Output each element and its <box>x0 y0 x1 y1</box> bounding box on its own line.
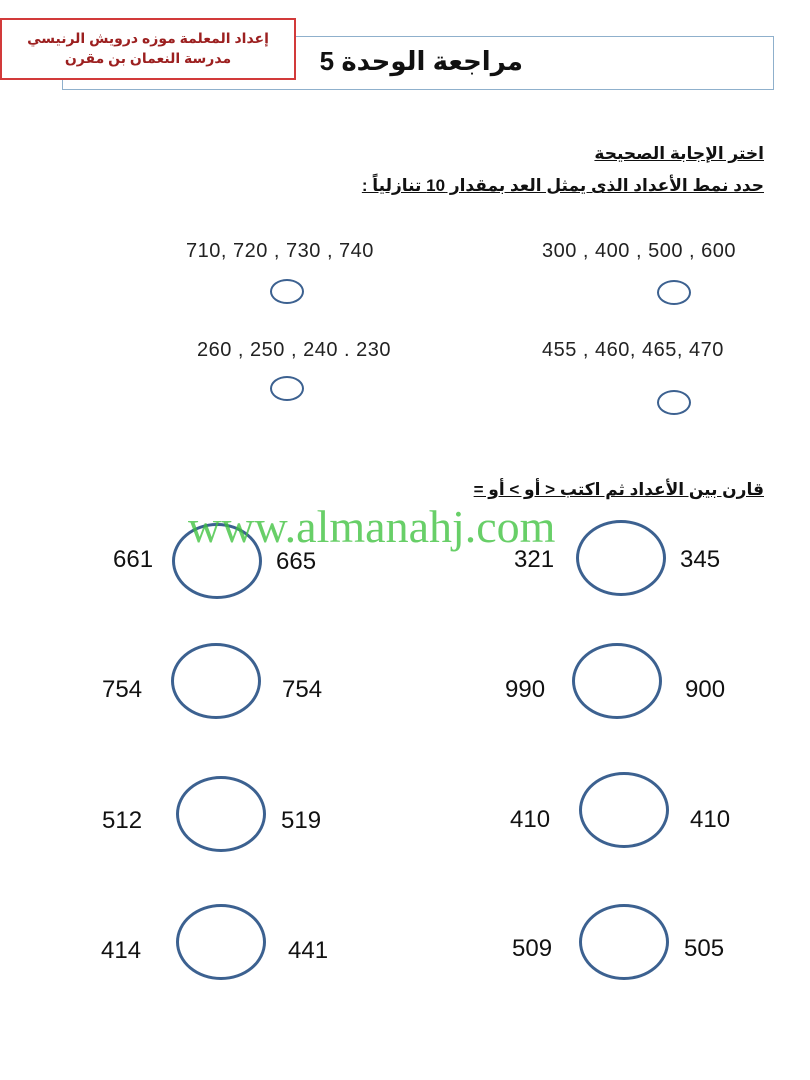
option-circle-3[interactable] <box>657 390 691 415</box>
compare-left-number: 661 <box>113 546 154 573</box>
school-name: مدرسة النعمان بن مقرن <box>64 50 232 66</box>
compare-answer-circle[interactable] <box>176 904 266 980</box>
compare-right-number: 665 <box>276 548 317 575</box>
watermark-text: www.almanahj.com <box>188 501 556 552</box>
option-sequence-4: 260 , 250 , 240 . 230 <box>197 339 391 361</box>
compare-left-number: 410 <box>510 806 551 833</box>
compare-answer-circle[interactable] <box>572 643 662 719</box>
option-circle-4[interactable] <box>270 376 304 401</box>
compare-right-number: 754 <box>282 676 323 703</box>
option-sequence-3: 455 , 460, 465, 470 <box>542 339 724 361</box>
compare-answer-circle[interactable] <box>171 643 261 719</box>
compare-right-number: 505 <box>684 935 725 962</box>
option-sequence-1: 300 , 400 , 500 , 600 <box>542 240 736 262</box>
option-circle-2[interactable] <box>270 279 304 304</box>
compare-right-number: 900 <box>685 676 726 703</box>
compare-left-number: 754 <box>102 676 143 703</box>
section2-heading: قارن بين الأعداد ثم اكتب < أو > أو = <box>473 480 764 499</box>
compare-answer-circle[interactable] <box>576 520 666 596</box>
compare-left-number: 414 <box>101 937 142 964</box>
compare-right-number: 345 <box>680 546 721 573</box>
compare-left-number: 990 <box>505 676 546 703</box>
compare-answer-circle[interactable] <box>579 904 669 980</box>
teacher-label-box <box>0 18 296 80</box>
compare-left-number: 512 <box>102 807 143 834</box>
option-circle-1[interactable] <box>657 280 691 305</box>
option-sequence-2: 710, 720 , 730 , 740 <box>186 240 374 262</box>
compare-answer-circle[interactable] <box>176 776 266 852</box>
section1-instruction: حدد نمط الأعداد الذى يمثل العد بمقدار 10 تنازلياً : <box>361 176 764 195</box>
compare-right-number: 441 <box>288 937 329 964</box>
compare-right-number: 519 <box>281 807 322 834</box>
teacher-name: إعداد المعلمة موزه درويش الرنيسي <box>27 30 269 46</box>
compare-right-number: 410 <box>690 806 731 833</box>
page-title: مراجعة الوحدة 5 <box>319 46 523 76</box>
compare-answer-circle[interactable] <box>579 772 669 848</box>
compare-left-number: 321 <box>514 546 555 573</box>
section1-heading: اختر الإجابة الصحيحة <box>594 144 764 163</box>
compare-left-number: 509 <box>512 935 553 962</box>
